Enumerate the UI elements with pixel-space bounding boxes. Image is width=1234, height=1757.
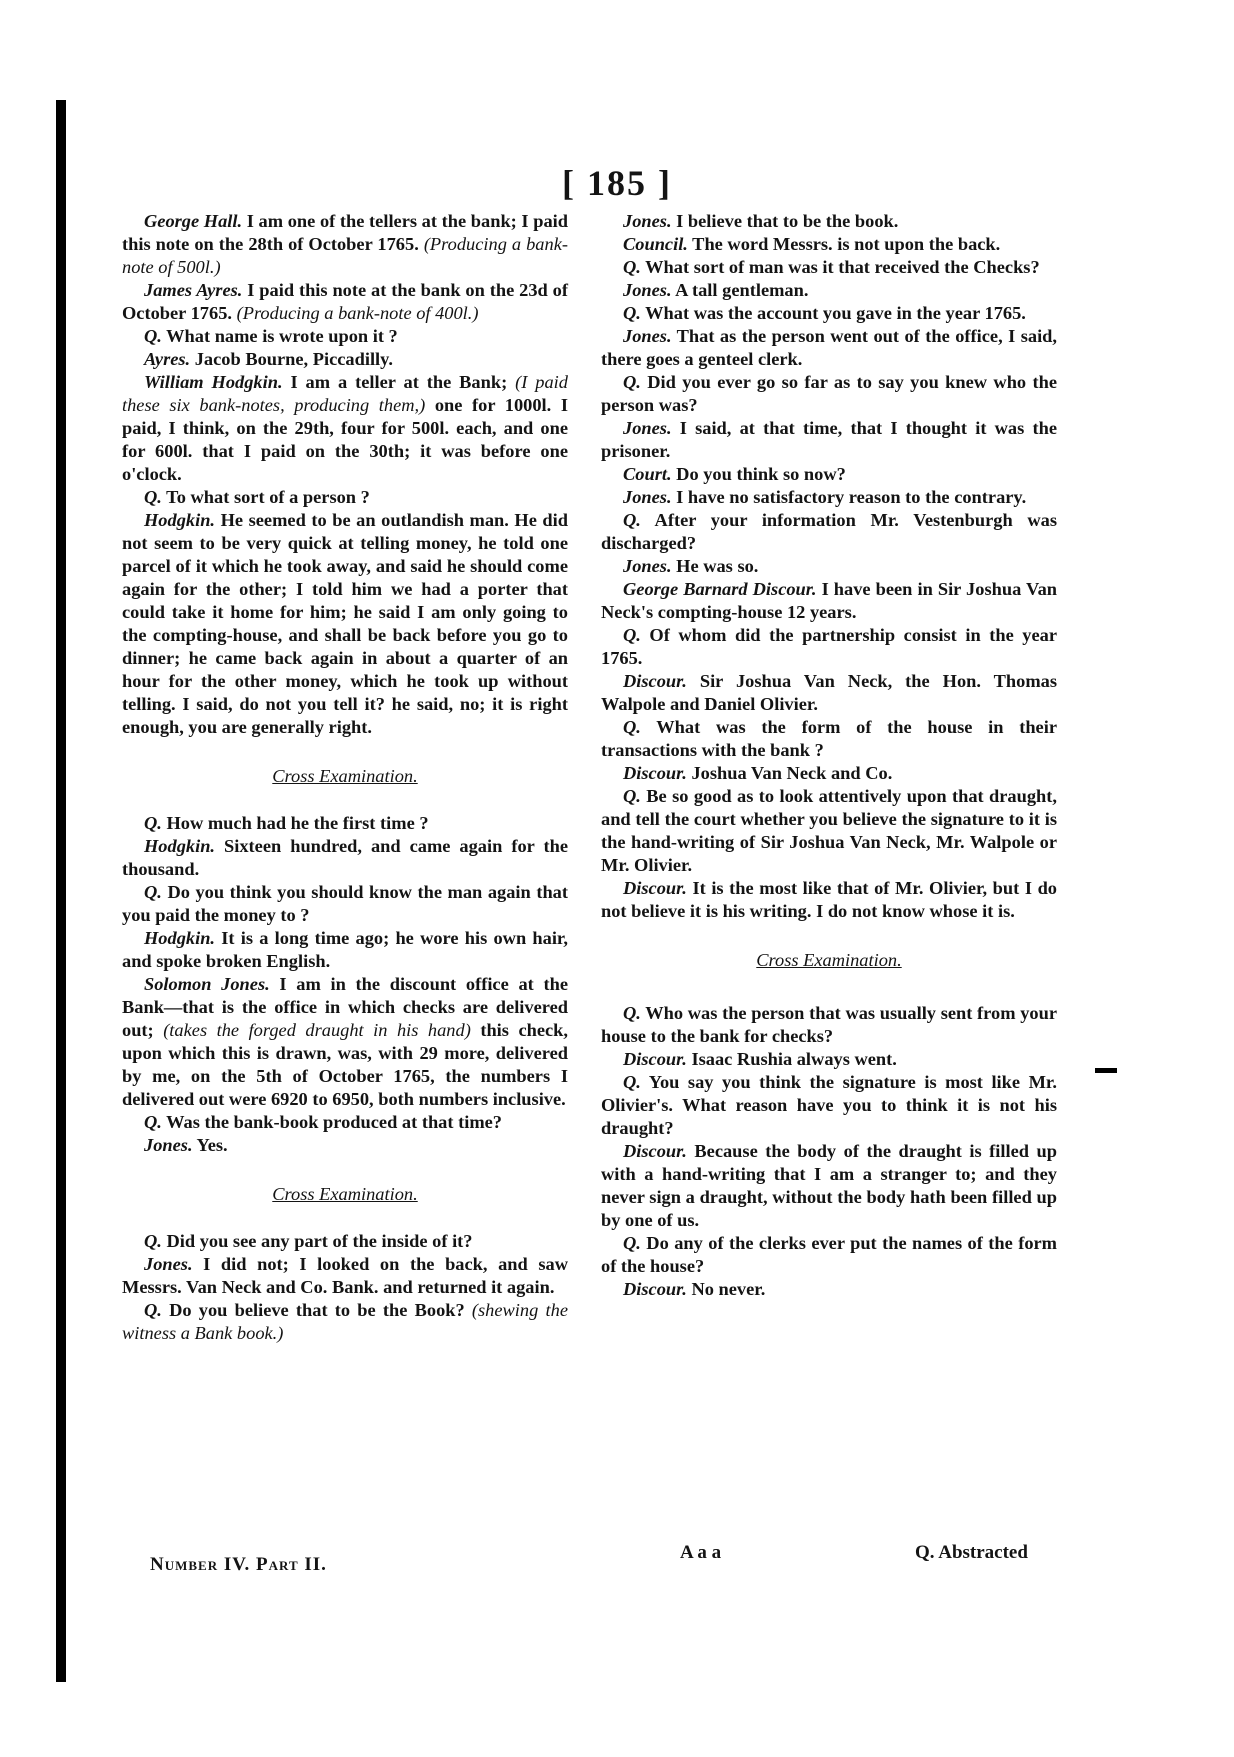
speaker-name: Council. bbox=[623, 234, 688, 254]
speaker-name: Q. bbox=[623, 372, 641, 392]
testimony-text: After your information Mr. Vestenburgh was discharged? bbox=[601, 510, 1057, 553]
testimony-text: Do you think so now? bbox=[671, 464, 846, 484]
speaker-name: Court. bbox=[623, 464, 672, 484]
testimony-text: That as the person went out of the office, I said, there goes a genteel clerk. bbox=[601, 326, 1057, 369]
testimony-paragraph bbox=[122, 486, 568, 509]
testimony-text: Who was the person that was usually sent from your house to the bank for checks? bbox=[601, 1003, 1057, 1046]
testimony-paragraph bbox=[122, 210, 568, 279]
testimony-text: Yes. bbox=[192, 1135, 228, 1155]
testimony-text: What was the form of the house in their transactions with the bank ? bbox=[601, 717, 1057, 760]
testimony-paragraph bbox=[601, 279, 1057, 302]
speaker-name: George Barnard Discour. bbox=[623, 579, 817, 599]
stage-direction: (Producing a bank-note of 500l.) bbox=[122, 234, 568, 277]
testimony-text: Do any of the clerks ever put the names of the form of the house? bbox=[601, 1233, 1057, 1276]
testimony-text: I paid this note at the bank on the 23d of October 1765. bbox=[122, 280, 568, 323]
speaker-name: Discour. bbox=[623, 763, 687, 783]
testimony-paragraph bbox=[601, 233, 1057, 256]
left-paragraphs-3 bbox=[122, 1230, 568, 1345]
speaker-name: Q. bbox=[623, 786, 641, 806]
testimony-paragraph bbox=[601, 670, 1057, 716]
speaker-name: George Hall. bbox=[144, 211, 243, 231]
testimony-text-continued: this check, upon which this is drawn, was, with 29 more, delivered by me, on the 5th of October 1765, the numbers I delivered out were 6920 to 6950, both numbers inclusive. bbox=[122, 1020, 568, 1109]
testimony-text: It is a long time ago; he wore his own hair, and spoke broken English. bbox=[122, 928, 568, 971]
testimony-text: I have no satisfactory reason to the contrary. bbox=[671, 487, 1027, 507]
catchword: Q. Abstracted bbox=[915, 1542, 1028, 1563]
speaker-name: Q. bbox=[144, 1300, 162, 1320]
testimony-paragraph bbox=[122, 348, 568, 371]
testimony-paragraph bbox=[601, 785, 1057, 877]
speaker-name: James Ayres. bbox=[144, 280, 243, 300]
speaker-name: Q. bbox=[623, 717, 641, 737]
testimony-text: He seemed to be an outlandish man. He did not seem to be very quick at telling money, he told one parcel of it which he took away, and said he should come again for the other; I told him we had a porter that could take it home for him; he said I am only going to the compting-house, and shall be back before you go to dinner; he came back again in about a quarter of an hour for the other money, which he took up without telling. I said, do not you tell it? he said, no; it is right enough, you are generally right. bbox=[122, 510, 568, 737]
signature-mark: A a a bbox=[680, 1542, 722, 1563]
testimony-text: Do you believe that to be the Book? bbox=[161, 1300, 472, 1320]
testimony-paragraph bbox=[601, 1278, 1057, 1301]
speaker-name: Jones. bbox=[623, 418, 672, 438]
testimony-paragraph bbox=[601, 1232, 1057, 1278]
speaker-name: Jones. bbox=[623, 556, 672, 576]
speaker-name: Q. bbox=[623, 625, 641, 645]
testimony-text: Isaac Rushia always went. bbox=[686, 1049, 897, 1069]
testimony-text: Do you think you should know the man again that you paid the money to ? bbox=[122, 882, 568, 925]
testimony-paragraph bbox=[122, 812, 568, 835]
testimony-text: What name is wrote upon it ? bbox=[161, 326, 398, 346]
speaker-name: Jones. bbox=[623, 326, 672, 346]
testimony-paragraph bbox=[122, 1134, 568, 1157]
testimony-paragraph bbox=[601, 210, 1057, 233]
speaker-name: Q. bbox=[623, 1072, 641, 1092]
testimony-text: What sort of man was it that received the Checks? bbox=[640, 257, 1040, 277]
testimony-paragraph bbox=[601, 555, 1057, 578]
testimony-text: I believe that to be the book. bbox=[671, 211, 899, 231]
testimony-paragraph bbox=[601, 371, 1057, 417]
speaker-name: Q. bbox=[623, 257, 641, 277]
testimony-paragraph bbox=[601, 486, 1057, 509]
stage-direction: (Producing a bank-note of 400l.) bbox=[236, 303, 479, 323]
testimony-paragraph bbox=[122, 509, 568, 739]
speaker-name: Discour. bbox=[623, 1049, 687, 1069]
left-column bbox=[122, 210, 568, 1345]
testimony-paragraph bbox=[122, 1299, 568, 1345]
testimony-paragraph bbox=[601, 325, 1057, 371]
binding-edge bbox=[56, 100, 66, 1682]
cross-examination-heading-3: Cross Examination. bbox=[756, 950, 902, 970]
right-paragraphs-2 bbox=[601, 1002, 1057, 1301]
right-paragraphs-1 bbox=[601, 210, 1057, 923]
stage-direction: (I paid these six bank-notes, producing them,) bbox=[122, 372, 568, 415]
testimony-text: I did not; I looked on the back, and saw Messrs. Van Neck and Co. Bank. and returned it again. bbox=[122, 1254, 568, 1297]
testimony-paragraph bbox=[601, 256, 1057, 279]
testimony-paragraph bbox=[122, 371, 568, 486]
speaker-name: Discour. bbox=[623, 878, 687, 898]
testimony-text: Joshua Van Neck and Co. bbox=[686, 763, 893, 783]
speaker-name: Q. bbox=[144, 1231, 162, 1251]
testimony-text: A tall gentleman. bbox=[671, 280, 809, 300]
testimony-text: Jacob Bourne, Piccadilly. bbox=[190, 349, 393, 369]
left-paragraphs-2 bbox=[122, 812, 568, 1157]
stage-direction: (shewing the witness a Bank book.) bbox=[122, 1300, 568, 1343]
testimony-paragraph bbox=[601, 417, 1057, 463]
testimony-text: The word Messrs. is not upon the back. bbox=[687, 234, 1001, 254]
testimony-paragraph bbox=[601, 302, 1057, 325]
speaker-name: Q. bbox=[623, 303, 641, 323]
testimony-text: What was the account you gave in the year 1765. bbox=[640, 303, 1026, 323]
cross-examination-heading-2: Cross Examination. bbox=[272, 1184, 418, 1204]
testimony-text-continued: one for 1000l. I paid, I think, on the 29th, four for 500l. each, and one for 600l. that I paid on the 30th; it was before one o'clock. bbox=[122, 395, 568, 484]
speaker-name: Q. bbox=[144, 487, 162, 507]
cross-examination-heading-1: Cross Examination. bbox=[272, 766, 418, 786]
speaker-name: William Hodgkin. bbox=[144, 372, 283, 392]
speaker-name: Q. bbox=[144, 813, 162, 833]
testimony-text: I have been in Sir Joshua Van Neck's compting-house 12 years. bbox=[601, 579, 1057, 622]
right-column bbox=[601, 210, 1057, 1301]
speaker-name: Q. bbox=[144, 882, 162, 902]
testimony-text: Be so good as to look attentively upon that draught, and tell the court whether you believe the signature to it is the hand-writing of Sir Joshua Van Neck, Mr. Walpole or Mr. Olivier. bbox=[601, 786, 1057, 875]
testimony-text: I am in the discount office at the Bank—that is the office in which checks are delivered out; bbox=[122, 974, 569, 1040]
testimony-text: I am a teller at the Bank; bbox=[282, 372, 516, 392]
speaker-name: Discour. bbox=[623, 671, 687, 691]
testimony-text: No never. bbox=[686, 1279, 766, 1299]
testimony-paragraph bbox=[122, 1111, 568, 1134]
speaker-name: Discour. bbox=[623, 1141, 687, 1161]
testimony-paragraph bbox=[122, 973, 568, 1111]
testimony-text: Did you ever go so far as to say you knew who the person was? bbox=[601, 372, 1057, 415]
testimony-text: It is the most like that of Mr. Olivier, but I do not believe it is his writing. I do not know whose it is. bbox=[601, 878, 1057, 921]
testimony-paragraph bbox=[601, 578, 1057, 624]
testimony-paragraph bbox=[601, 762, 1057, 785]
testimony-paragraph bbox=[601, 1140, 1057, 1232]
testimony-text: Sir Joshua Van Neck, the Hon. Thomas Walpole and Daniel Olivier. bbox=[601, 671, 1057, 714]
page-number: [ 185 ] bbox=[562, 163, 672, 203]
testimony-text: Was the bank-book produced at that time? bbox=[161, 1112, 502, 1132]
speaker-name: Q. bbox=[623, 1003, 641, 1023]
testimony-text: You say you think the signature is most like Mr. Olivier's. What reason have you to think it is not his draught? bbox=[601, 1072, 1057, 1138]
testimony-paragraph bbox=[122, 1230, 568, 1253]
testimony-text: Did you see any part of the inside of it? bbox=[161, 1231, 473, 1251]
testimony-paragraph bbox=[122, 279, 568, 325]
testimony-paragraph bbox=[122, 835, 568, 881]
testimony-paragraph bbox=[122, 927, 568, 973]
testimony-paragraph bbox=[601, 1002, 1057, 1048]
testimony-text: I am one of the tellers at the bank; I paid this note on the 28th of October 1765. bbox=[122, 211, 568, 254]
testimony-text: How much had he the first time ? bbox=[161, 813, 429, 833]
speaker-name: Jones. bbox=[623, 280, 672, 300]
testimony-text: He was so. bbox=[671, 556, 759, 576]
margin-dash-mark bbox=[1095, 1068, 1117, 1073]
speaker-name: Jones. bbox=[144, 1135, 193, 1155]
testimony-paragraph bbox=[601, 1048, 1057, 1071]
speaker-name: Ayres. bbox=[144, 349, 191, 369]
speaker-name: Hodgkin. bbox=[144, 928, 216, 948]
speaker-name: Hodgkin. bbox=[144, 510, 216, 530]
speaker-name: Q. bbox=[144, 326, 162, 346]
testimony-paragraph bbox=[601, 1071, 1057, 1140]
speaker-name: Q. bbox=[144, 1112, 162, 1132]
testimony-paragraph bbox=[601, 624, 1057, 670]
speaker-name: Discour. bbox=[623, 1279, 687, 1299]
testimony-text: Of whom did the partnership consist in the year 1765. bbox=[601, 625, 1057, 668]
testimony-paragraph bbox=[601, 877, 1057, 923]
speaker-name: Hodgkin. bbox=[144, 836, 216, 856]
testimony-paragraph bbox=[122, 1253, 568, 1299]
stage-direction: (takes the forged draught in his hand) bbox=[163, 1020, 471, 1040]
testimony-paragraph bbox=[601, 463, 1057, 486]
left-paragraphs-1 bbox=[122, 210, 568, 739]
speaker-name: Q. bbox=[623, 1233, 641, 1253]
testimony-paragraph bbox=[122, 881, 568, 927]
testimony-text: Sixteen hundred, and came again for the thousand. bbox=[122, 836, 568, 879]
speaker-name: Jones. bbox=[623, 487, 672, 507]
testimony-paragraph bbox=[122, 325, 568, 348]
speaker-name: Solomon Jones. bbox=[144, 974, 270, 994]
testimony-paragraph bbox=[601, 509, 1057, 555]
speaker-name: Jones. bbox=[623, 211, 672, 231]
testimony-text: Because the body of the draught is filled up with a hand-writing that I am a stranger to; and they never sign a draught, without the body hath been filled up by one of us. bbox=[601, 1141, 1057, 1230]
speaker-name: Q. bbox=[623, 510, 641, 530]
testimony-text: I said, at that time, that I thought it was the prisoner. bbox=[601, 418, 1057, 461]
testimony-text: To what sort of a person ? bbox=[161, 487, 370, 507]
footer-number-part: Number IV. Part II. bbox=[150, 1554, 327, 1575]
speaker-name: Jones. bbox=[144, 1254, 193, 1274]
testimony-paragraph bbox=[601, 716, 1057, 762]
